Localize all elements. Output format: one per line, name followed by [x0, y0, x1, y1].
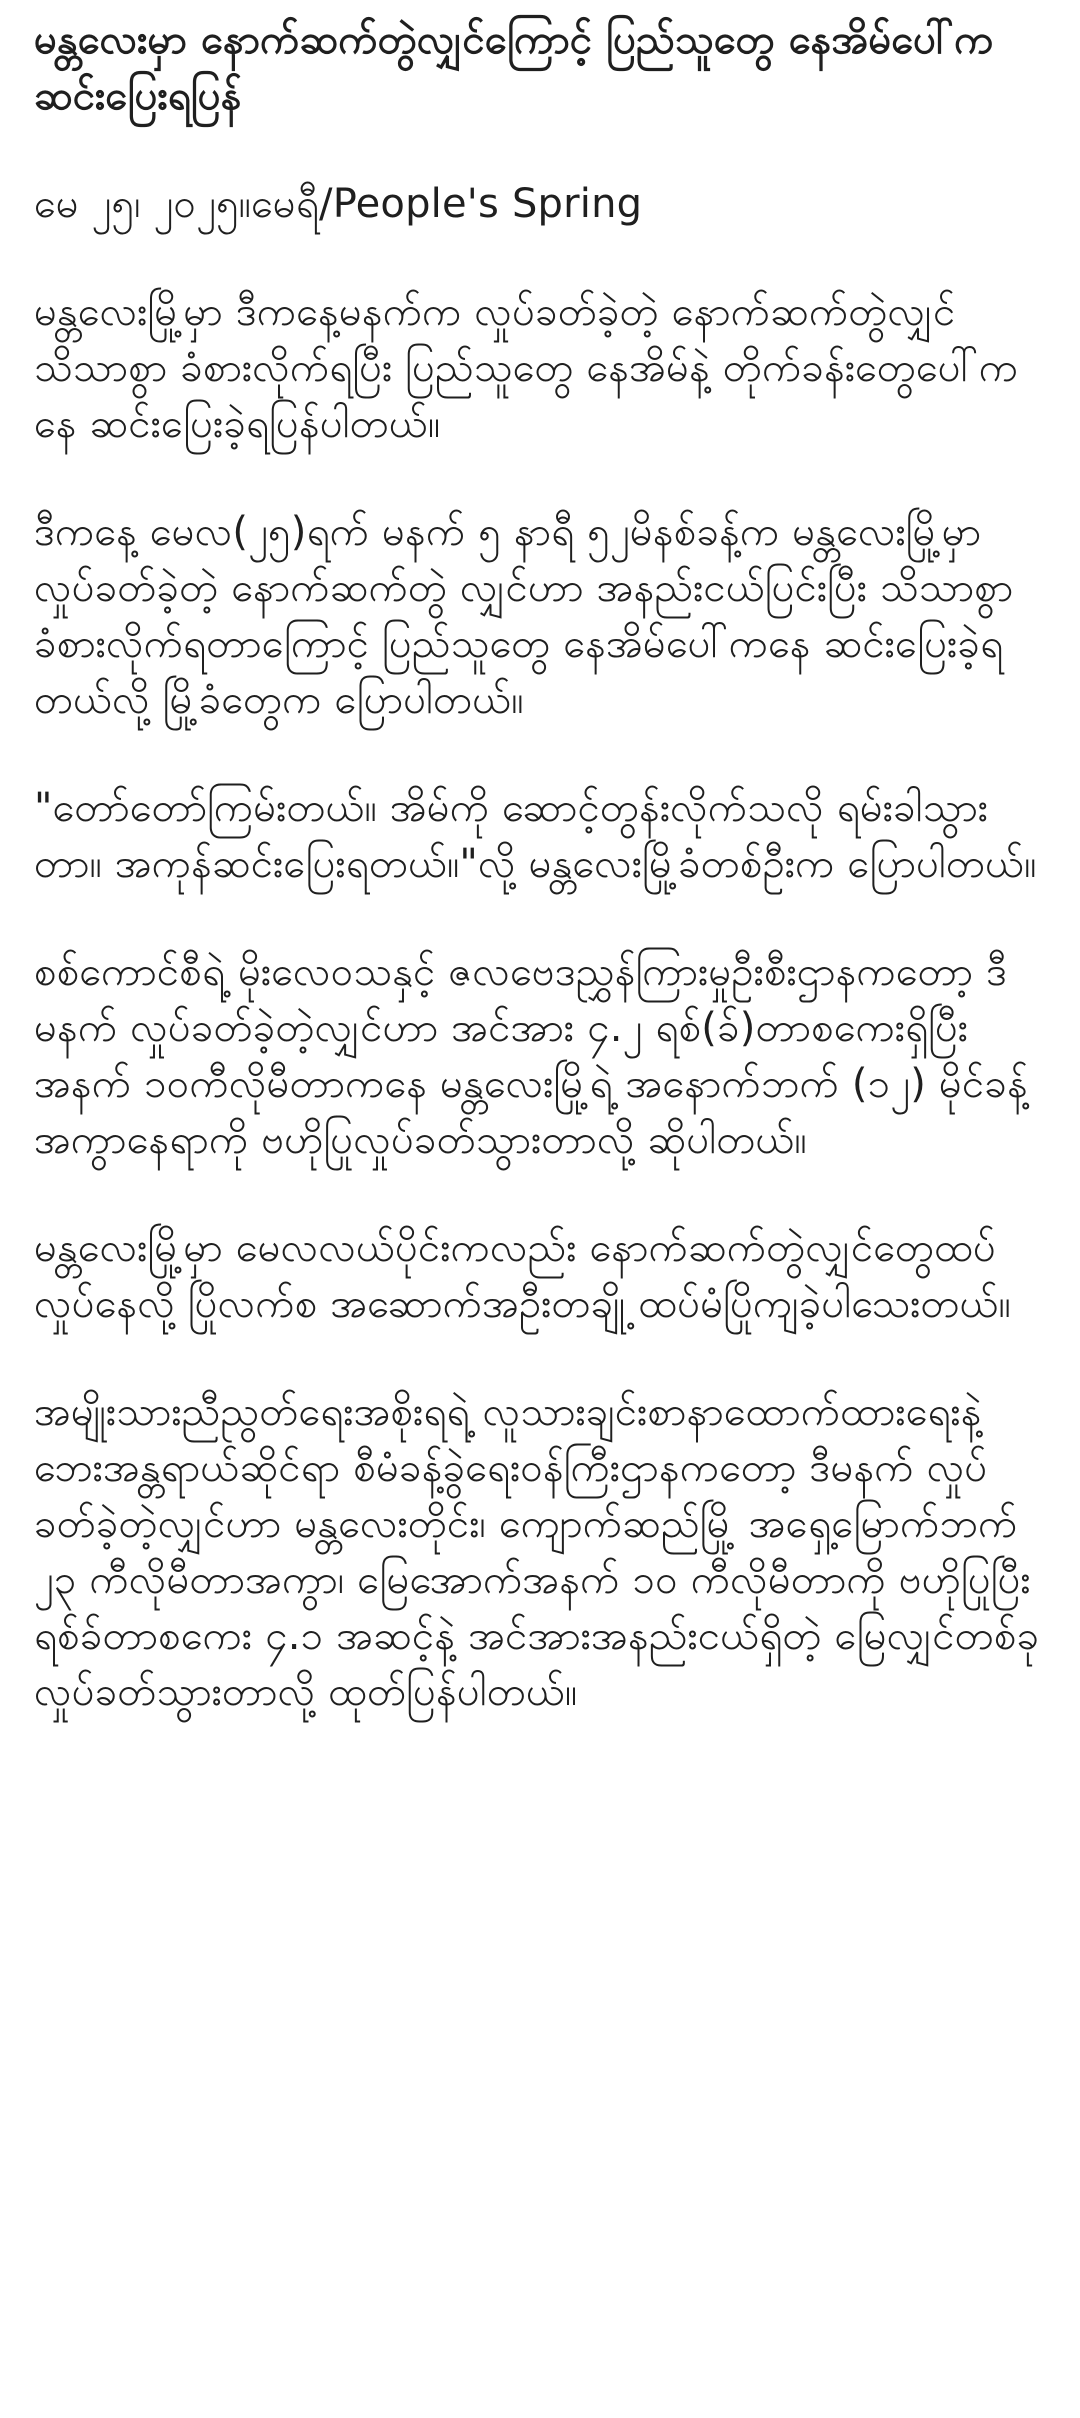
- article-dateline: မေ ၂၅၊ ၂၀၂၅။မေရီ/People's Spring: [34, 181, 643, 227]
- article-paragraph: စစ်ကောင်စီရဲ့ မိုးလေဝသနှင့် ဇလဗေဒညွှန်ကြားမှုဦးစီးဌာနကတော့ ဒီမနက် လှုပ်ခတ်ခဲ့တဲ့လျှင်ဟာ အင်အား ၄.၂ ရစ်(ခ်)တာစကေးရှိပြီး အနက် ၁၀ကီလိုမီတာကနေ မန္တလေးမြို့ရဲ့ အနောက်ဘက် (၁၂) မိုင်ခန့်အကွာနေရာကို ဗဟိုပြုလှုပ်ခတ်သွားတာလို့ ဆိုပါတယ်။: [34, 949, 1028, 1163]
- article-paragraph: မန္တလေးမြို့မှာ မေလလယ်ပိုင်းကလည်း နောက်ဆက်တွဲလျှင်တွေထပ်လှုပ်နေလို့ ပြိုလက်စ အဆောက်အဦးတချို့ ထပ်မံပြိုကျခဲ့ပါသေးတယ်။: [34, 1225, 1011, 1327]
- article-headline: မန္တလေးမှာ နောက်ဆက်တွဲလျှင်ကြောင့် ပြည်သူတွေ နေအိမ်ပေါ်က ဆင်းပြေးရပြန်: [34, 17, 994, 119]
- article-paragraph: မန္တလေးမြို့မှာ ဒီကနေ့မနက်က လှုပ်ခတ်ခဲ့တဲ့ နောက်ဆက်တွဲလျှင် သိသာစွာ ခံစားလိုက်ရပြီး ပြည်သူတွေ နေအိမ်နဲ့ တိုက်ခန်းတွေပေါ်ကနေ ဆင်းပြေးခဲ့ရပြန်ပါတယ်။: [34, 289, 1019, 447]
- article-paragraph: "တော်တော်ကြမ်းတယ်။ အိမ်ကို ဆောင့်တွန်းလိုက်သလို ရမ်းခါသွားတာ။ အကုန်ဆင်းပြေးရတယ်။"လို့ မန္တလေးမြို့ခံတစ်ဦးက ပြောပါတယ်။: [34, 785, 1037, 887]
- article-paragraph: အမျိုးသားညီညွတ်ရေးအစိုးရရဲ့ လူသားချင်းစာနာထောက်ထားရေးနဲ့ ဘေးအန္တရာယ်ဆိုင်ရာ စီမံခန့်ခွဲရေးဝန်ကြီးဌာနကတော့ ဒီမနက် လှုပ်ခတ်ခဲ့တဲ့လျှင်ဟာ မန္တလေးတိုင်း၊ ကျောက်ဆည်မြို့ အရှေ့မြောက်ဘက် ၂၃ ကီလိုမီတာအကွာ၊ မြေအောက်အနက် ၁၀ ကီလိုမီတာကို ဗဟိုပြုပြီး ရစ်ခ်တာစကေး ၄.၁ အဆင့်နဲ့ အင်အားအနည်းငယ်ရှိတဲ့ မြေလျှင်တစ်ခု လှုပ်ခတ်သွားတာလို့ ထုတ်ပြန်ပါတယ်။: [34, 1389, 1040, 1715]
- article-paragraph: ဒီကနေ့ မေလ(၂၅)ရက် မနက် ၅ နာရီ ၅၂မိနစ်ခန့်က မန္တလေးမြို့မှာ လှုပ်ခတ်ခဲ့တဲ့ နောက်ဆက်တွဲ လျှင်ဟာ အနည်းငယ်ပြင်းပြီး သိသာစွာ ခံစားလိုက်ရတာကြောင့် ပြည်သူတွေ နေအိမ်ပေါ်ကနေ ဆင်းပြေးခဲ့ရတယ်လို့ မြို့ခံတွေက ပြောပါတယ်။: [34, 509, 1014, 723]
